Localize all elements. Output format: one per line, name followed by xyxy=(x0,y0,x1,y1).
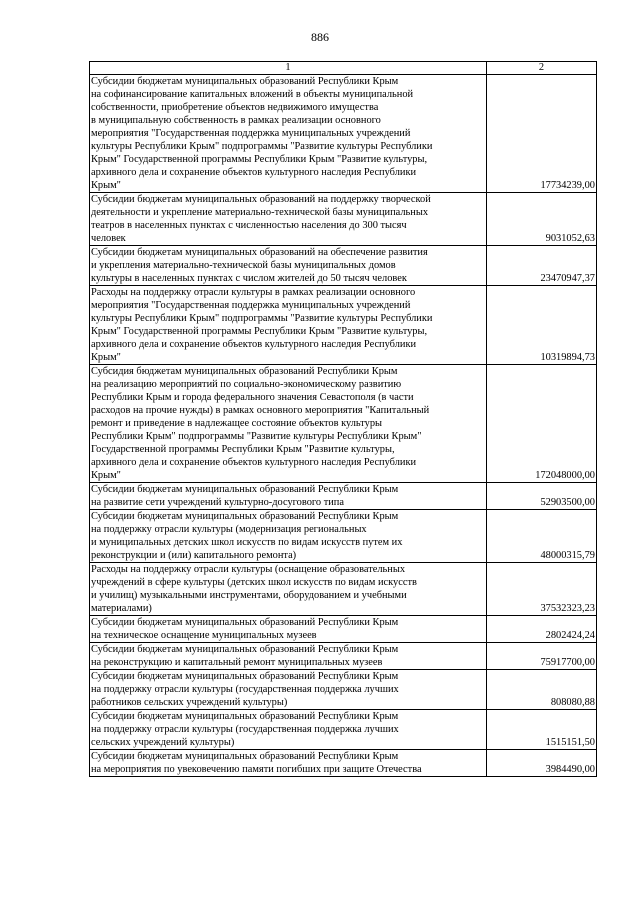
description-line: Крым" xyxy=(91,180,121,191)
description-line: Крым" Государственной программы Республики Крым "Развитие культуры, xyxy=(91,326,428,337)
description-line: учреждений в сфере культуры (детских школ искусств по видам искусств xyxy=(91,577,417,588)
description-line: собственности, приобретение объектов недвижимого имущества xyxy=(91,102,379,113)
description-line: архивного дела и сохранение объектов культурного наследия Республики xyxy=(91,457,417,468)
row-amount: 17734239,00 xyxy=(487,75,597,193)
description-line: театров в населенных пунктах с численностью населения до 300 тысяч xyxy=(91,220,407,231)
column-header-1: 1 xyxy=(90,62,487,75)
description-line: культуры Республики Крым" подпрограммы "Развитие культуры Республики xyxy=(91,141,433,152)
table-row xyxy=(90,563,597,616)
description-line: человек xyxy=(91,233,126,244)
description-line: и училищ) музыкальными инструментами, оборудованием и учебными xyxy=(91,590,407,601)
description-line: и укрепления материально-технической базы муниципальных домов xyxy=(91,260,396,271)
row-description xyxy=(90,483,487,510)
table-row xyxy=(90,616,597,643)
description-line: Республики Крым" подпрограммы "Развитие культуры Республики Крым" xyxy=(91,431,422,442)
row-description xyxy=(90,750,487,777)
description-line: на поддержку отрасли культуры (модернизация региональных xyxy=(91,524,367,535)
description-line: архивного дела и сохранение объектов культурного наследия Республики xyxy=(91,339,417,350)
row-amount: 52903500,00 xyxy=(487,483,597,510)
description-line: Субсидии бюджетам муниципальных образований на поддержку творческой xyxy=(91,194,431,205)
description-line: Субсидии бюджетам муниципальных образований Республики Крым xyxy=(91,751,399,762)
table-body xyxy=(90,75,597,777)
description-line: материалами) xyxy=(91,603,152,614)
row-amount: 3984490,00 xyxy=(487,750,597,777)
row-description xyxy=(90,616,487,643)
description-line: реконструкции и (или) капитального ремонта) xyxy=(91,550,297,561)
row-description xyxy=(90,563,487,616)
description-line: Расходы на поддержку отрасли культуры в рамках реализации основного xyxy=(91,287,416,298)
table-row xyxy=(90,193,597,246)
row-amount: 23470947,37 xyxy=(487,246,597,286)
row-description xyxy=(90,510,487,563)
description-line: Субсидия бюджетам муниципальных образований Республики Крым xyxy=(91,366,398,377)
table-row xyxy=(90,483,597,510)
row-description xyxy=(90,193,487,246)
description-line: на развитие сети учреждений культурно-досугового типа xyxy=(91,497,344,508)
description-line: Крым" xyxy=(91,470,121,481)
description-line: на реализацию мероприятий по социально-экономическому развитию xyxy=(91,379,402,390)
row-description xyxy=(90,246,487,286)
description-line: сельских учреждений культуры) xyxy=(91,737,235,748)
description-line: Крым" Государственной программы Республики Крым "Развитие культуры, xyxy=(91,154,428,165)
description-line: Субсидии бюджетам муниципальных образований Республики Крым xyxy=(91,484,399,495)
row-description xyxy=(90,670,487,710)
description-line: и муниципальных детских школ искусств по видам искусств путем их xyxy=(91,537,403,548)
row-amount: 172048000,00 xyxy=(487,365,597,483)
row-amount: 2802424,24 xyxy=(487,616,597,643)
table-row xyxy=(90,75,597,193)
row-amount: 48000315,79 xyxy=(487,510,597,563)
description-line: ремонт и приведение в надлежащее состояние объектов культуры xyxy=(91,418,383,429)
table-row xyxy=(90,510,597,563)
description-line: Расходы на поддержку отрасли культуры (оснащение образовательных xyxy=(91,564,406,575)
description-line: на мероприятия по увековечению памяти погибших при защите Отечества xyxy=(91,764,422,775)
description-line: Субсидии бюджетам муниципальных образований Республики Крым xyxy=(91,617,399,628)
table-row xyxy=(90,365,597,483)
table-row xyxy=(90,750,597,777)
description-line: культуры Республики Крым" подпрограммы "Развитие культуры Республики xyxy=(91,313,433,324)
row-description xyxy=(90,365,487,483)
description-line: Субсидии бюджетам муниципальных образований Республики Крым xyxy=(91,671,399,682)
description-line: в муниципальную собственность в рамках реализации основного xyxy=(91,115,381,126)
table-row xyxy=(90,670,597,710)
description-line: архивного дела и сохранение объектов культурного наследия Республики xyxy=(91,167,417,178)
table-header-row xyxy=(90,62,597,75)
page-number: 886 xyxy=(311,30,329,44)
row-amount: 808080,88 xyxy=(487,670,597,710)
description-line: Субсидии бюджетам муниципальных образований на обеспечение развития xyxy=(91,247,428,258)
row-description xyxy=(90,286,487,365)
description-line: Субсидии бюджетам муниципальных образований Республики Крым xyxy=(91,644,399,655)
description-line: мероприятия "Государственная поддержка муниципальных учреждений xyxy=(91,128,411,139)
description-line: на реконструкцию и капитальный ремонт муниципальных музеев xyxy=(91,657,383,668)
description-line: на софинансирование капитальных вложений в объекты муниципальной xyxy=(91,89,414,100)
row-amount: 75917700,00 xyxy=(487,643,597,670)
row-amount: 10319894,73 xyxy=(487,286,597,365)
row-description xyxy=(90,75,487,193)
row-description xyxy=(90,643,487,670)
description-line: на поддержку отрасли культуры (государственная поддержка лучших xyxy=(91,724,399,735)
description-line: культуры в населенных пунктах с числом жителей до 50 тысяч человек xyxy=(91,273,407,284)
row-amount: 9031052,63 xyxy=(487,193,597,246)
row-amount: 37532323,23 xyxy=(487,563,597,616)
row-amount: 1515151,50 xyxy=(487,710,597,750)
table-row xyxy=(90,246,597,286)
description-line: деятельности и укрепление материально-технической базы муниципальных xyxy=(91,207,429,218)
description-line: на техническое оснащение муниципальных музеев xyxy=(91,630,317,641)
column-header-2: 2 xyxy=(487,62,597,75)
description-line: Крым" xyxy=(91,352,121,363)
description-line: расходов на прочие нужды) в рамках основного мероприятия "Капитальный xyxy=(91,405,430,416)
row-description xyxy=(90,710,487,750)
description-line: на поддержку отрасли культуры (государственная поддержка лучших xyxy=(91,684,399,695)
table-row xyxy=(90,643,597,670)
description-line: Субсидии бюджетам муниципальных образований Республики Крым xyxy=(91,711,399,722)
description-line: Субсидии бюджетам муниципальных образований Республики Крым xyxy=(91,76,399,87)
description-line: работников сельских учреждений культуры) xyxy=(91,697,288,708)
description-line: Субсидии бюджетам муниципальных образований Республики Крым xyxy=(91,511,399,522)
budget-table xyxy=(89,61,597,777)
description-line: мероприятия "Государственная поддержка муниципальных учреждений xyxy=(91,300,411,311)
description-line: Республики Крым и города федерального значения Севастополя (в части xyxy=(91,392,414,403)
description-line: Государственной программы Республики Крым "Развитие культуры, xyxy=(91,444,395,455)
table-row xyxy=(90,286,597,365)
table-row xyxy=(90,710,597,750)
